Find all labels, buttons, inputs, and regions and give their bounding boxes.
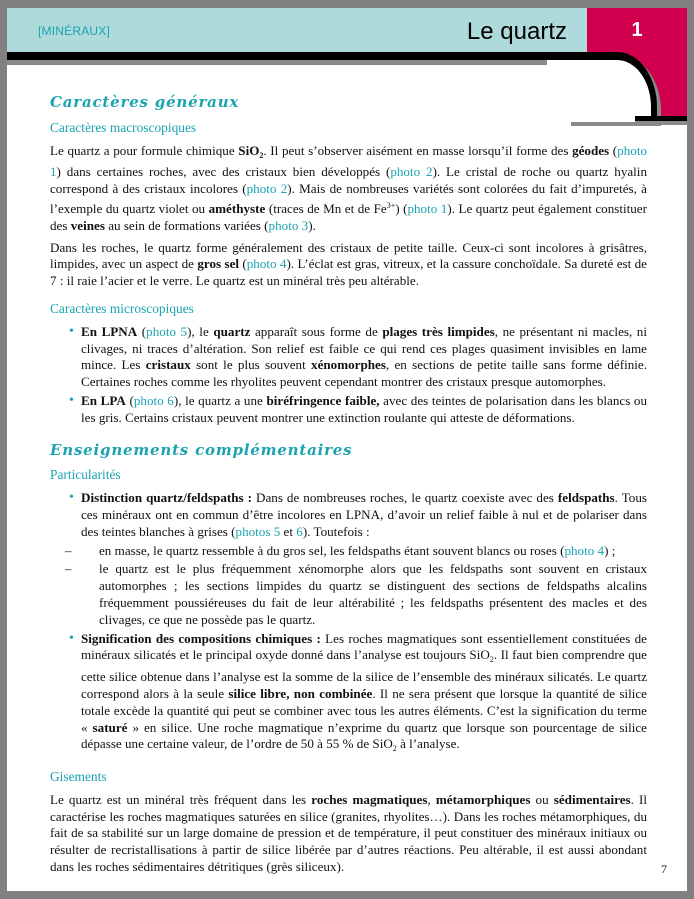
paragraph-macro-1 xyxy=(50,143,647,235)
term-gros-sel: gros sel xyxy=(197,256,240,272)
section-title-general: Caractères généraux xyxy=(50,93,240,111)
text: , xyxy=(427,791,436,807)
dash-item xyxy=(81,561,647,628)
formula xyxy=(238,143,263,158)
term: métamorphiques xyxy=(435,791,531,807)
term: feldspaths xyxy=(557,490,615,506)
photo-link[interactable]: 6 xyxy=(296,523,303,539)
photo-link[interactable]: photo 5 xyxy=(146,323,188,339)
text: au sein de formations variées ( xyxy=(104,217,269,233)
text: ou xyxy=(530,791,554,807)
photo-link[interactable]: photos 5 xyxy=(235,523,281,539)
photo-link[interactable]: photo 1 xyxy=(50,142,647,180)
list-item xyxy=(81,324,647,391)
list-item xyxy=(81,393,647,427)
photo-link[interactable]: photo 4 xyxy=(564,542,605,558)
text: . Il faut bien comprendre que cette silice obtenue dans l’analyse est la somme de la silice de l’ensemble des minéraux silicatés. Le quartz correspond alors à la seule xyxy=(81,647,647,701)
text: le quartz est le plus fréquemment xénomorphe alors que les feldspaths sont souvent en cristaux automorphes ; les sections limpides du quartz se distinguent des sections de feldspaths alcalins fréquemment poussiéreuses du fait de leur altérabilité ; les feldspaths présentent des macles et des clivages, ce que ne possède pas le quartz. xyxy=(99,561,647,627)
term: silice libre, non combinée xyxy=(228,685,373,701)
term: cristaux xyxy=(145,357,191,373)
term-amethyste: améthyste xyxy=(208,200,266,216)
subsection-title-micro: Caractères microscopiques xyxy=(50,300,194,316)
text: . Tous ces minéraux ont en commun d’être incolores en LPNA, d’avoir un relief faible à nul et de polariser dans des teintes blanches à grises ( xyxy=(81,490,647,539)
subscript: 2 xyxy=(392,744,397,754)
subsection-title-particularites: Particularités xyxy=(50,467,121,483)
text: Le quartz a pour formule chimique xyxy=(50,142,239,158)
text: , en sections de petite taille sans forme définie. Certaines roches comme les rhyolites peuvent cependant montrer des cristaux presque automorphes. xyxy=(81,357,647,390)
text: (traces de Mn et de Fe xyxy=(265,200,387,216)
text: ), le xyxy=(187,323,214,339)
chapter-number: 1 xyxy=(631,19,643,41)
photo-link[interactable]: photo 1 xyxy=(407,200,448,216)
term: biréfringence faible, xyxy=(266,392,380,408)
header-rule xyxy=(7,52,597,60)
text: , ne présentant ni macles, ni clivages, ni traces d’altération. Son relief est faible ce qui rend ces plages quasiment invisibles en lame mince. Les xyxy=(81,323,647,373)
text: à l’analyse. xyxy=(396,736,460,752)
term: saturé xyxy=(92,719,128,735)
text: Les roches magmatiques sont essentiellement constituées de minéraux silicatés et le principal oxyde donné dans l’analyse est toujours SiO xyxy=(81,630,647,663)
text: ( xyxy=(239,256,247,272)
text: apparaît sous forme de xyxy=(250,323,383,339)
list-item xyxy=(81,490,647,628)
category-label: [MINÉRAUX] xyxy=(38,24,111,38)
photo-link[interactable]: photo 2 xyxy=(246,181,288,197)
term-geodes: géodes xyxy=(572,142,610,158)
superscript: 3+ xyxy=(386,200,396,210)
term: sédimentaires xyxy=(553,791,631,807)
text: ) ( xyxy=(395,200,408,216)
micro-list xyxy=(50,324,647,427)
text: Dans les roches, le quartz forme généralement des cristaux de petite taille. Ceux-ci sont incolores à grisâtres, limpides, avec un aspect de xyxy=(50,239,647,272)
term-veines: veines xyxy=(70,217,105,233)
subsection-title-gisements: Gisements xyxy=(50,769,107,785)
page-title: Le quartz xyxy=(466,18,567,45)
subsection-title-macro: Caractères macroscopiques xyxy=(50,119,197,135)
text: avec des teintes de polarisation dans les blancs ou les gris. Certains cristaux peuvent montrer une extinction roulante qui atteste de déformations. xyxy=(81,392,647,425)
formula-subscript: 2 xyxy=(259,150,264,160)
dash-item xyxy=(81,543,647,560)
photo-link[interactable]: photo 6 xyxy=(133,392,174,408)
term: quartz xyxy=(213,323,251,339)
text: ) ; xyxy=(604,542,616,558)
term: En LPNA xyxy=(81,323,138,339)
text: ( xyxy=(609,142,618,158)
text: ). xyxy=(308,217,316,233)
term: En LPA xyxy=(81,392,126,408)
term: xénomorphes xyxy=(311,357,386,373)
text: ( xyxy=(137,323,147,339)
text: ). Toutefois : xyxy=(302,523,370,539)
text: . Il caractérise les roches magmatiques saturées en silice (granites, rhyolites…). Dans les roches métamorphiques, du fait de sa stabilité sur un large domaine de pression et de température, il peut constituer des minéraux initiaux ou résulter de recristallisations à partir de silice libérée par d’autres réactions. Peu altérable, il est aussi abondant dans les roches sédimentaires détritiques (grès siliceux). xyxy=(50,791,647,875)
page-number: 7 xyxy=(661,862,667,876)
text: ). Le quartz peut également constituer des xyxy=(50,200,647,233)
term: roches magmatiques xyxy=(311,791,428,807)
paragraph-macro-2 xyxy=(50,240,647,290)
particularites-list xyxy=(50,490,647,758)
paragraph-gisements xyxy=(50,792,647,876)
term: plages très limpides xyxy=(382,323,495,339)
subscript: 2 xyxy=(489,655,494,665)
text: ), le quartz a une xyxy=(173,392,267,408)
text: ) dans certaines roches, avec des cristaux bien développés ( xyxy=(56,164,391,180)
text: et xyxy=(280,523,297,539)
page-content xyxy=(50,94,647,881)
text: . Il ne sera présent que lorsque la quantité de silice totale excède la quantité qui peut se combiner avec tous les autres éléments. C’est la signification du terme « xyxy=(81,685,647,735)
photo-link[interactable]: photo 4 xyxy=(246,256,287,272)
text: sont le plus souvent xyxy=(190,357,312,373)
header-shadow xyxy=(7,60,607,65)
text: Dans de nombreuses roches, le quartz coexiste avec des xyxy=(251,490,558,506)
text: . Il peut s’observer aisément en masse lorsqu’il forme des xyxy=(263,142,573,158)
term: Signification des compositions chimiques : xyxy=(81,630,321,646)
text: ( xyxy=(125,392,134,408)
text: » en silice. Une roche magmatique n’exprime du quartz que lorsque son pourcentage de silice dépasse une certaine valeur, de l’ordre de 50 à 55 % de SiO xyxy=(81,719,647,752)
formula-text: SiO xyxy=(238,142,260,158)
text: Le quartz est un minéral très fréquent dans les xyxy=(50,791,312,807)
text: ). Mais de nombreuses variétés sont colorées du fait d’impuretés, à l’exemple du quartz violet ou xyxy=(50,181,647,216)
text: en masse, le quartz ressemble à du gros sel, les feldspaths étant souvent blancs ou roses ( xyxy=(99,542,565,558)
text: ). L’éclat est gras, vitreux, et la cassure conchoïdale. Sa dureté est de 7 : il raie l’acier et le verre. Le quartz est un minéral très peu altérable. xyxy=(50,256,647,289)
document-page xyxy=(7,8,687,891)
section-title-complementary: Enseignements complémentaires xyxy=(50,440,353,459)
term: Distinction quartz/feldspaths : xyxy=(81,490,252,506)
photo-link[interactable]: photo 3 xyxy=(268,217,309,233)
list-item xyxy=(81,631,647,759)
dash-list xyxy=(81,543,647,629)
text: ). Le cristal de roche ou quartz hyalin correspond à des cristaux incolores ( xyxy=(50,164,647,197)
photo-link[interactable]: photo 2 xyxy=(390,164,433,180)
